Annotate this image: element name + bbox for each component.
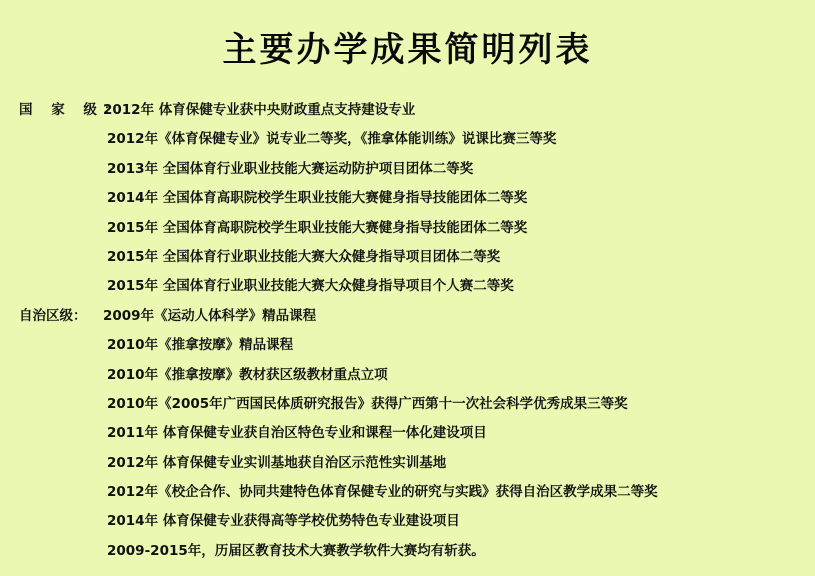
level-label-region: 自治区级： — [19, 307, 87, 324]
achievement-text: 2013年 全国体育行业职业技能大赛运动防护项目团体二等奖 — [107, 160, 474, 177]
list-item — [0, 419, 815, 448]
achievement-text: 2012年 体育保健专业获中央财政重点支持建设专业 — [103, 102, 416, 118]
level-label-national: 国 家 级： — [19, 102, 125, 118]
achievement-text: 2009年《运动人体科学》精品课程 — [103, 307, 317, 324]
list-item — [0, 155, 815, 184]
achievement-text: 2012年《校企合作、协同共建特色体育保健专业的研究与实践》获得自治区教学成果二等奖 — [107, 484, 658, 501]
list-item — [0, 272, 815, 301]
achievement-text: 2012年 体育保健专业实训基地获自治区示范性实训基地 — [107, 454, 447, 471]
achievement-text: 2009-2015年，历届区教育技术大赛教学软件大赛均有斩获。 — [107, 542, 485, 559]
list-item — [0, 302, 815, 331]
list-item — [0, 214, 815, 243]
list-item — [0, 390, 815, 419]
list-item — [0, 331, 815, 360]
list-item — [0, 184, 815, 213]
achievement-text: 2012年《体育保健专业》说专业二等奖，《推拿体能训练》说课比赛三等奖 — [107, 131, 557, 148]
achievement-text: 2015年 全国体育行业职业技能大赛大众健身指导项目个人赛二等奖 — [107, 278, 514, 295]
achievement-text: 2011年 体育保健专业获自治区特色专业和课程一体化建设项目 — [107, 425, 487, 442]
list-item — [0, 478, 815, 507]
achievements-list — [0, 96, 815, 566]
list-item — [0, 361, 815, 390]
list-item — [0, 243, 815, 272]
achievement-text: 2014年 体育保健专业获得高等学校优势特色专业建设项目 — [107, 513, 460, 530]
list-item — [0, 507, 815, 536]
list-item — [0, 96, 815, 125]
list-item — [0, 537, 815, 566]
page-title: 主要办学成果简明列表 — [222, 30, 593, 70]
achievement-text: 2010年《推拿按摩》教材获区级教材重点立项 — [107, 366, 388, 383]
achievement-text: 2015年 全国体育高职院校学生职业技能大赛健身指导技能团体二等奖 — [107, 219, 528, 236]
achievement-text: 2014年 全国体育高职院校学生职业技能大赛健身指导技能团体二等奖 — [107, 190, 528, 207]
achievement-text: 2010年《推拿按摩》精品课程 — [107, 337, 294, 354]
achievement-text: 2015年 全国体育行业职业技能大赛大众健身指导项目团体二等奖 — [107, 248, 501, 265]
list-item — [0, 125, 815, 154]
list-item — [0, 449, 815, 478]
achievement-text: 2010年《2005年广西国民体质研究报告》获得广西第十一次社会科学优秀成果三等奖 — [107, 395, 628, 412]
